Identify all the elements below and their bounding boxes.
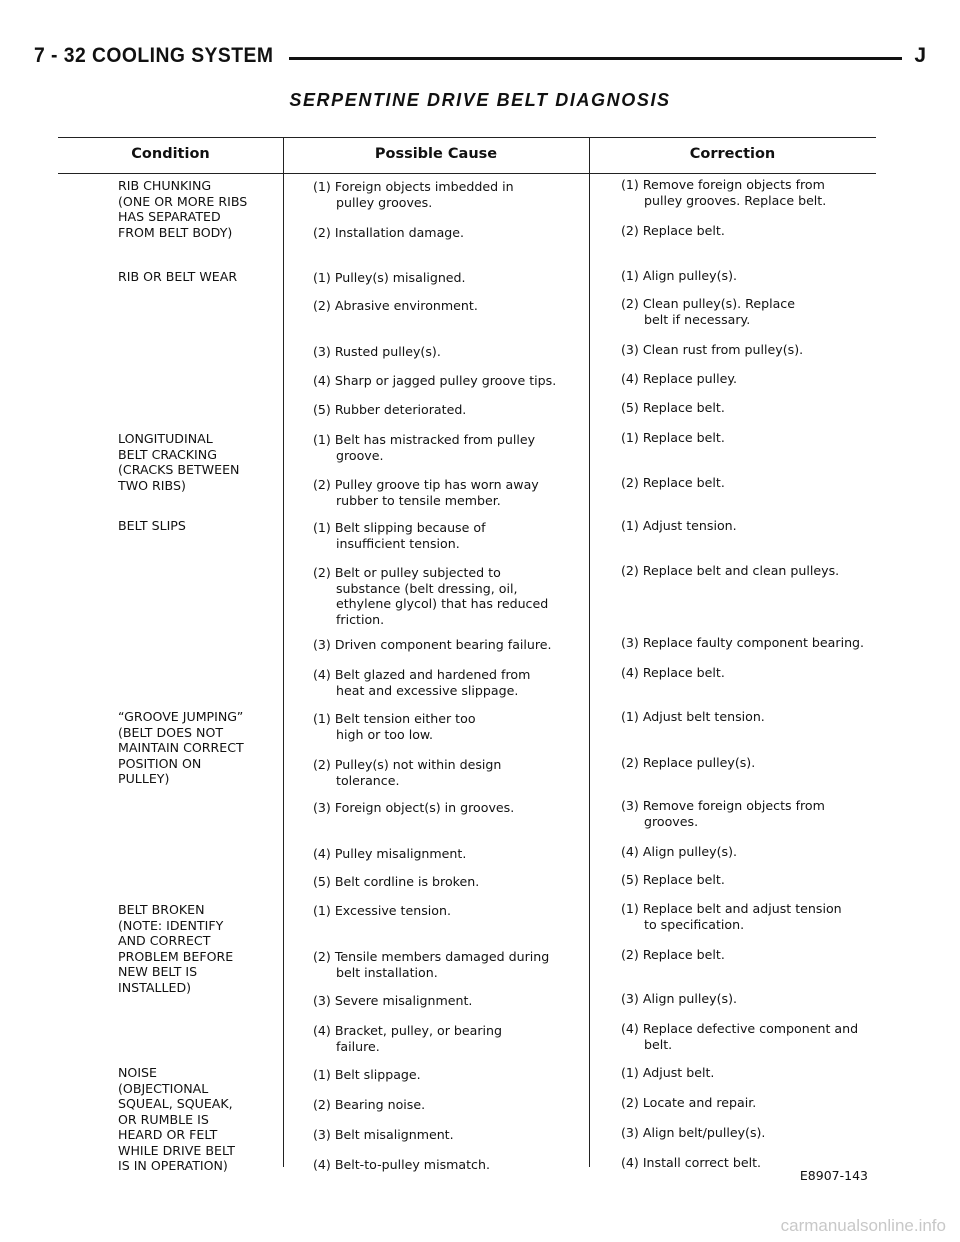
cause-line: (1) Belt slippage. (313, 1067, 421, 1082)
correction-line: (1) Replace belt and adjust tension (621, 901, 842, 916)
correction-line: (4) Align pulley(s). (621, 844, 738, 859)
condition-cell: NOISE (OBJECTIONAL SQUEAL, SQUEAK, OR RUMBLE IS HEARD OR FELT WHILE DRIVE BELT IS IN OPERATION) (118, 1065, 235, 1173)
cause-cell (313, 477, 589, 508)
correction-cell (621, 1095, 876, 1111)
correction-line: (2) Replace belt. (621, 223, 725, 238)
correction-cell (621, 755, 876, 771)
cause-line: (4) Sharp or jagged pulley groove tips. (313, 373, 557, 388)
cause-line: (2) Installation damage. (313, 225, 465, 240)
cause-line: (2) Abrasive environment. (313, 298, 478, 313)
correction-cell (621, 430, 876, 446)
cause-cell (313, 373, 589, 389)
cause-continuation: belt installation. (336, 964, 438, 980)
cause-cell (313, 993, 589, 1009)
correction-cell (621, 1065, 876, 1081)
cause-cell (313, 949, 589, 980)
cause-cell (313, 179, 589, 210)
cause-line: (4) Pulley misalignment. (313, 846, 467, 861)
cause-cell (313, 344, 589, 360)
cause-cell (313, 432, 589, 463)
correction-line: (1) Adjust belt. (621, 1065, 715, 1080)
cause-line: (3) Foreign object(s) in grooves. (313, 800, 515, 815)
condition-cell: LONGITUDINAL BELT CRACKING (CRACKS BETWEEN TWO RIBS) (118, 431, 240, 493)
cause-cell (313, 1127, 589, 1143)
correction-cell (621, 1125, 876, 1141)
section-heading: 7 - 32 COOLING SYSTEM (34, 44, 274, 67)
correction-line: (4) Replace pulley. (621, 371, 738, 386)
cause-line: (5) Belt cordline is broken. (313, 874, 480, 889)
correction-line: (2) Replace belt and clean pulleys. (621, 563, 840, 578)
condition-cell: RIB OR BELT WEAR (118, 269, 238, 284)
diagnosis-table (58, 137, 876, 1173)
page-header (34, 44, 926, 84)
cause-continuation: heat and excessive slippage. (336, 682, 519, 698)
condition-cell: BELT SLIPS (118, 518, 186, 533)
header-rule (289, 57, 902, 60)
cause-cell (313, 757, 589, 788)
correction-cell (621, 844, 876, 860)
correction-continuation: pulley grooves. Replace belt. (644, 192, 827, 208)
correction-line: (4) Replace belt. (621, 665, 725, 680)
page-title: SERPENTINE DRIVE BELT DIAGNOSIS (289, 90, 671, 110)
correction-line: (2) Locate and repair. (621, 1095, 757, 1110)
cause-cell (313, 1067, 589, 1083)
cause-line: (2) Pulley groove tip has worn away (313, 477, 539, 492)
correction-cell (621, 342, 876, 358)
cause-line: (2) Bearing noise. (313, 1097, 426, 1112)
column-header-condition: Condition (131, 146, 210, 162)
cause-line: (1) Excessive tension. (313, 903, 451, 918)
cause-line: (5) Rubber deteriorated. (313, 402, 467, 417)
correction-line: (4) Replace defective component and (621, 1021, 859, 1036)
correction-cell (621, 371, 876, 387)
cause-line: (1) Pulley(s) misaligned. (313, 270, 466, 285)
condition-cell: “GROOVE JUMPING” (BELT DOES NOT MAINTAIN CORRECT POSITION ON PULLEY) (118, 709, 244, 786)
correction-cell (621, 665, 876, 681)
cause-cell (313, 270, 589, 286)
correction-continuation: grooves. (644, 813, 699, 829)
cause-cell (313, 711, 589, 742)
cause-cell (313, 637, 589, 653)
cause-line: (1) Foreign objects imbedded in (313, 179, 514, 194)
cause-line: (2) Belt or pulley subjected to (313, 565, 501, 580)
cause-cell (313, 565, 589, 627)
cause-cell (313, 903, 589, 919)
correction-cell (621, 223, 876, 239)
correction-cell (621, 296, 876, 327)
correction-cell (621, 947, 876, 963)
correction-line: (2) Replace belt. (621, 947, 725, 962)
cause-cell (313, 800, 589, 816)
cause-continuation: groove. (336, 447, 384, 463)
cause-continuation: failure. (336, 1038, 380, 1054)
cause-line: (3) Driven component bearing failure. (313, 637, 552, 652)
condition-cell: RIB CHUNKING (ONE OR MORE RIBS HAS SEPARATED FROM BELT BODY) (118, 178, 248, 240)
cause-cell (313, 298, 589, 314)
cause-cell (313, 846, 589, 862)
correction-line: (2) Replace belt. (621, 475, 725, 490)
correction-cell (621, 400, 876, 416)
correction-cell (621, 268, 876, 284)
correction-cell (621, 177, 876, 208)
correction-line: (3) Align pulley(s). (621, 991, 738, 1006)
cause-cell (313, 225, 589, 241)
cause-continuation: substance (belt dressing, oil, ethylene glycol) that has reduced friction. (336, 580, 549, 627)
correction-continuation: to specification. (644, 916, 745, 932)
watermark: carmanualsonline.info (780, 1216, 946, 1235)
correction-line: (4) Install correct belt. (621, 1155, 762, 1170)
condition-cell: BELT BROKEN (NOTE: IDENTIFY AND CORRECT PROBLEM BEFORE NEW BELT IS INSTALLED) (118, 902, 234, 995)
cause-line: (3) Severe misalignment. (313, 993, 473, 1008)
correction-line: (3) Align belt/pulley(s). (621, 1125, 766, 1140)
cause-continuation: insufficient tension. (336, 535, 460, 551)
correction-cell (621, 518, 876, 534)
header-mark: J (914, 44, 926, 67)
cause-continuation: high or too low. (336, 726, 434, 742)
table-top-rule (58, 137, 876, 138)
correction-line: (1) Adjust belt tension. (621, 709, 765, 724)
correction-cell (621, 709, 876, 725)
figure-id: E8907-143 (799, 1168, 868, 1183)
correction-line: (2) Clean pulley(s). Replace (621, 296, 795, 311)
cause-line: (3) Rusted pulley(s). (313, 344, 441, 359)
column-divider (589, 137, 590, 1167)
correction-line: (1) Adjust tension. (621, 518, 737, 533)
cause-cell (313, 1157, 589, 1173)
cause-line: (2) Pulley(s) not within design (313, 757, 502, 772)
cause-line: (4) Belt glazed and hardened from (313, 667, 531, 682)
table-header-rule (58, 173, 876, 174)
correction-cell (621, 1021, 876, 1052)
correction-continuation: belt if necessary. (644, 311, 751, 327)
column-header-correction: Correction (689, 146, 776, 162)
correction-cell (621, 563, 876, 579)
cause-cell (313, 520, 589, 551)
correction-line: (3) Replace faulty component bearing. (621, 635, 865, 650)
cause-continuation: pulley grooves. (336, 194, 433, 210)
correction-continuation: belt. (644, 1036, 673, 1052)
correction-cell (621, 872, 876, 888)
correction-cell (621, 901, 876, 932)
cause-cell (313, 874, 589, 890)
correction-cell (621, 475, 876, 491)
correction-line: (1) Replace belt. (621, 430, 725, 445)
cause-line: (2) Tensile members damaged during (313, 949, 550, 964)
cause-line: (3) Belt misalignment. (313, 1127, 454, 1142)
column-header-cause: Possible Cause (374, 146, 498, 162)
cause-continuation: tolerance. (336, 772, 400, 788)
cause-cell (313, 667, 589, 698)
cause-continuation: rubber to tensile member. (336, 492, 501, 508)
cause-line: (1) Belt tension either too (313, 711, 476, 726)
correction-line: (5) Replace belt. (621, 400, 725, 415)
correction-line: (3) Clean rust from pulley(s). (621, 342, 804, 357)
correction-line: (2) Replace pulley(s). (621, 755, 756, 770)
cause-cell (313, 402, 589, 418)
cause-line: (4) Belt-to-pulley mismatch. (313, 1157, 490, 1172)
cause-line: (4) Bracket, pulley, or bearing (313, 1023, 503, 1038)
cause-line: (1) Belt slipping because of (313, 520, 486, 535)
correction-cell (621, 798, 876, 829)
correction-cell (621, 635, 876, 651)
correction-line: (1) Remove foreign objects from (621, 177, 825, 192)
cause-line: (1) Belt has mistracked from pulley (313, 432, 536, 447)
correction-cell (621, 991, 876, 1007)
correction-line: (1) Align pulley(s). (621, 268, 738, 283)
column-divider (283, 137, 284, 1167)
correction-line: (3) Remove foreign objects from (621, 798, 825, 813)
cause-cell (313, 1023, 589, 1054)
correction-line: (5) Replace belt. (621, 872, 725, 887)
cause-cell (313, 1097, 589, 1113)
